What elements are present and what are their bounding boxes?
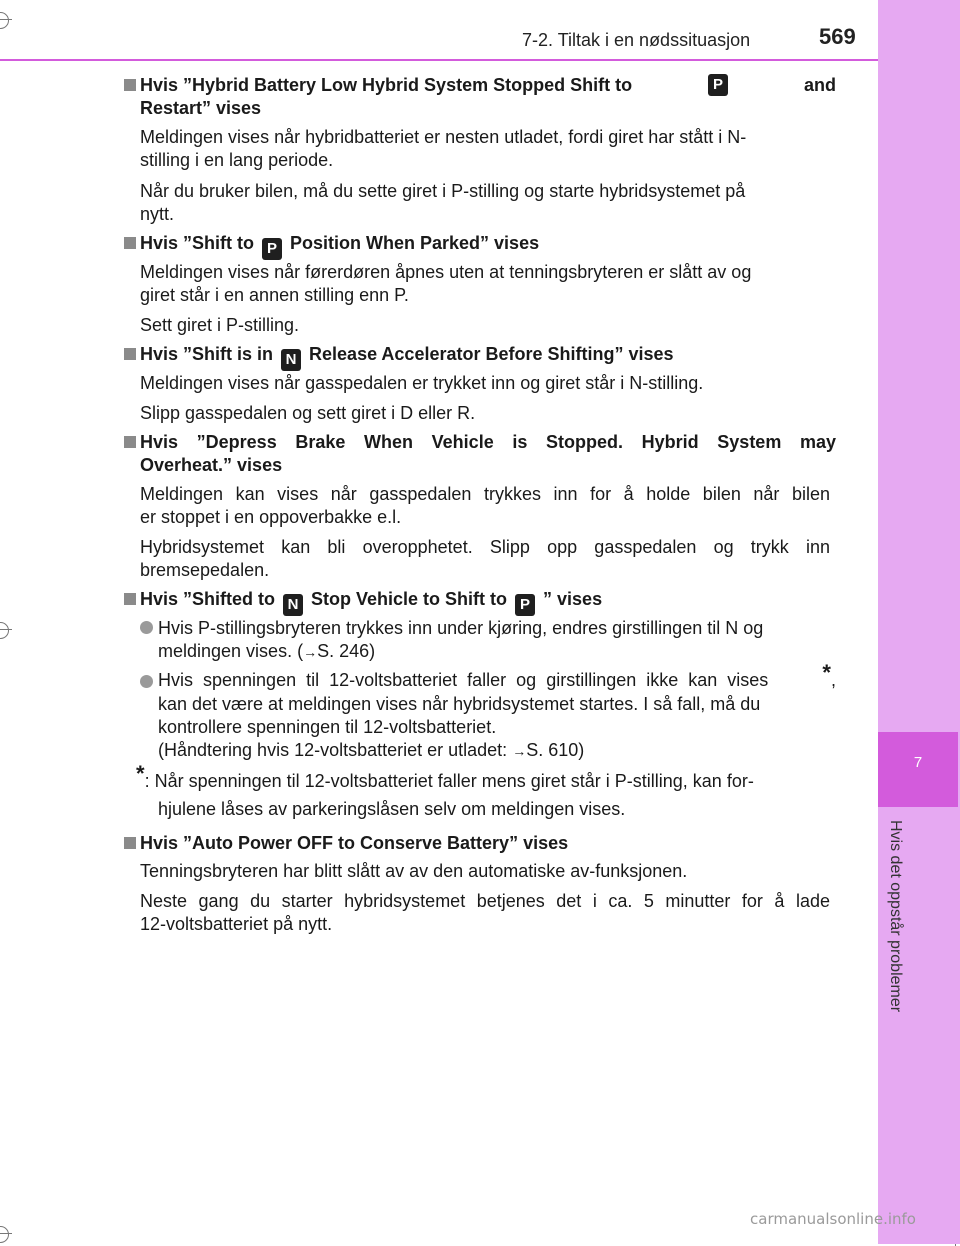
- heading-square-icon: [124, 79, 136, 91]
- section-heading: Hvis ”Shift is in N Release Accelerator Before Shifting” vises: [140, 343, 674, 371]
- footnote: *: Når spenningen til 12-voltsbatteriet faller mens giret står i P-stilling, kan for-: [136, 761, 754, 791]
- footnote-marker: *: [822, 660, 831, 685]
- n-position-icon: N: [281, 349, 301, 371]
- footnote-marker: *: [136, 761, 145, 786]
- paragraph: stilling i en lang periode.: [140, 150, 334, 170]
- paragraph: Tenningsbryteren har blitt slått av av den automatiske av-funksjonen.: [140, 861, 688, 881]
- section-heading-cont: Restart” vises: [140, 98, 262, 118]
- page-reference-link[interactable]: S. 246): [317, 641, 376, 661]
- crop-mark-mid-left: [0, 618, 12, 642]
- chapter-title-vertical: [880, 820, 904, 1055]
- page-number: 569: [819, 24, 856, 49]
- paragraph: Hybridsystemet kan bli overopphetet. Slipp opp gasspedalen og trykk inn: [140, 537, 830, 557]
- chapter-number: 7: [878, 732, 958, 807]
- paragraph: giret står i en annen stilling enn P.: [140, 285, 409, 305]
- watermark: carmanualsonline.info: [750, 1210, 916, 1228]
- heading-square-icon: [124, 348, 136, 360]
- bullet-dot-icon: [140, 621, 153, 634]
- heading-square-icon: [124, 593, 136, 605]
- heading-square-icon: [124, 436, 136, 448]
- bullet-text: kontrollere spenningen til 12-voltsbatteriet.: [158, 717, 497, 737]
- p-position-icon: P: [708, 74, 728, 96]
- p-position-icon: P: [515, 594, 535, 616]
- section-heading: Hvis ”Depress Brake When Vehicle is Stopped. Hybrid System may: [140, 432, 836, 452]
- bullet-text: kan det være at meldingen vises når hybridsystemet startes. I så fall, må du: [158, 694, 761, 714]
- bullet-text: Hvis spenningen til 12-voltsbatteriet faller og girstillingen ikke kan vises *,: [158, 660, 836, 690]
- section-heading: Hvis ”Auto Power OFF to Conserve Battery” vises: [140, 833, 569, 853]
- crop-mark-top-left: [0, 8, 12, 32]
- section-heading: Hvis ”Hybrid Battery Low Hybrid System Stopped Shift to P and: [140, 75, 836, 95]
- paragraph: bremsepedalen.: [140, 560, 270, 580]
- paragraph: Slipp gasspedalen og sett giret i D eller R.: [140, 403, 476, 423]
- bullet-text: Hvis P-stillingsbryteren trykkes inn under kjøring, endres girstillingen til N og: [158, 618, 764, 638]
- paragraph: nytt.: [140, 204, 175, 224]
- section-heading-cont: Overheat.” vises: [140, 455, 283, 475]
- paragraph: 12-voltsbatteriet på nytt.: [140, 914, 333, 934]
- paragraph: Meldingen vises når førerdøren åpnes uten at tenningsbryteren er slått av og: [140, 262, 752, 282]
- paragraph: Meldingen kan vises når gasspedalen trykkes inn for å holde bilen når bilen: [140, 484, 830, 504]
- crop-mark-bottom-left: [0, 1222, 12, 1246]
- paragraph: Sett giret i P-stilling.: [140, 315, 300, 335]
- section-heading: Hvis ”Shift to P Position When Parked” vises: [140, 232, 539, 260]
- paragraph: Neste gang du starter hybridsystemet betjenes det i ca. 5 minutter for å lade: [140, 891, 830, 911]
- side-tab: [878, 0, 960, 1244]
- header-rule: [0, 59, 878, 61]
- section-heading: Hvis ”Shifted to N Stop Vehicle to Shift to P ” vises: [140, 588, 602, 616]
- paragraph: Meldingen vises når gasspedalen er trykket inn og giret står i N-stilling.: [140, 373, 704, 393]
- arrow-right-icon: →: [303, 644, 318, 660]
- bullet-text: (Håndtering hvis 12-voltsbatteriet er utladet: →S. 610): [158, 740, 585, 760]
- paragraph: Når du bruker bilen, må du sette giret i P-stilling og starte hybridsystemet på: [140, 181, 746, 201]
- section-title: 7-2. Tiltak i en nødssituasjon: [522, 30, 751, 50]
- bullet-text: meldingen vises. (→S. 246): [158, 641, 376, 661]
- page-reference-link[interactable]: S. 610): [526, 740, 585, 760]
- bullet-dot-icon: [140, 675, 153, 688]
- p-position-icon: P: [262, 238, 282, 260]
- chapter-title: Hvis det oppstår problemer: [887, 820, 904, 1013]
- arrow-right-icon: →: [512, 743, 527, 759]
- paragraph: er stoppet i en oppoverbakke e.l.: [140, 507, 402, 527]
- footnote-cont: hjulene låses av parkeringslåsen selv om meldingen vises.: [158, 799, 626, 819]
- heading-square-icon: [124, 237, 136, 249]
- paragraph: Meldingen vises når hybridbatteriet er nesten utladet, fordi giret har stått i N-: [140, 127, 747, 147]
- n-position-icon: N: [283, 594, 303, 616]
- heading-square-icon: [124, 837, 136, 849]
